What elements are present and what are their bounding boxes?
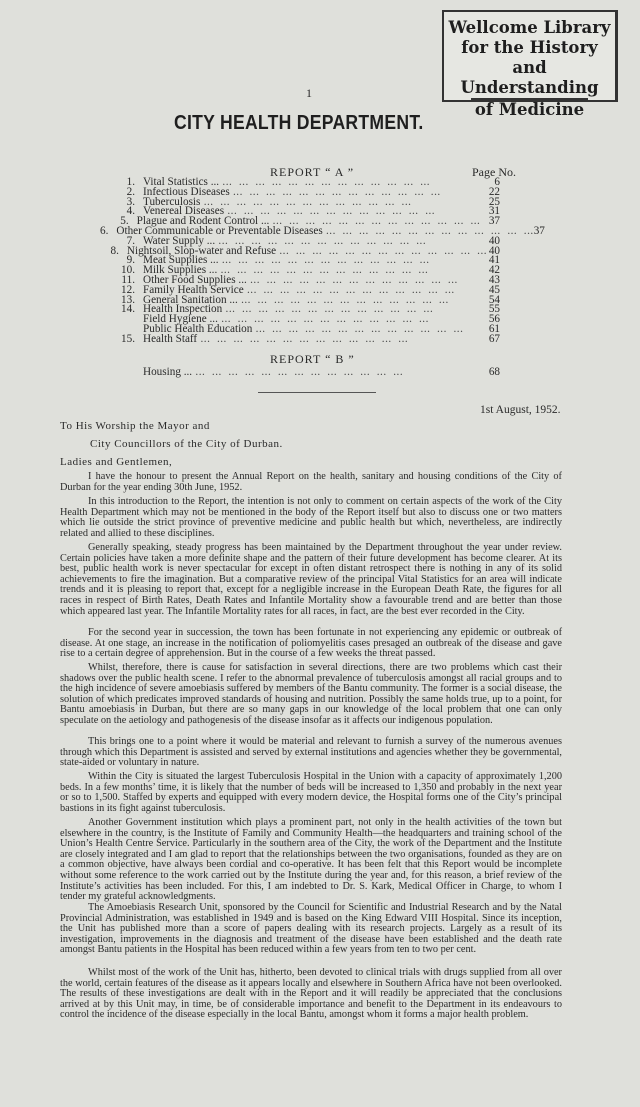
toc-page: 37	[488, 215, 500, 228]
toc-page: 56	[488, 313, 500, 326]
toc-page: 67	[488, 332, 500, 345]
stamp-line: of Medicine	[471, 98, 588, 120]
paragraph: In this introduction to the Report, the intention is not only to comment on certain aspects of the work of the City Health Department which may not be mentioned in the body of the Report itself but also to discuss one or two matters which lie outside the strict province of preventive medicine and public health but which, nevertheless, are indirectly related and allied to these disciplines.	[60, 496, 562, 539]
toc-number: 9.	[126, 254, 135, 267]
toc-title: Meat Supplies ...	[143, 254, 219, 267]
toc-number: 8.	[110, 244, 119, 257]
toc-title: Water Supply ...	[143, 234, 216, 247]
toc-page: 22	[488, 185, 500, 198]
page-title: CITY HEALTH DEPARTMENT.	[174, 112, 424, 134]
toc-page: 61	[488, 322, 500, 335]
toc-title: Vital Statistics ...	[143, 176, 220, 188]
toc-row: 2. Infectious Diseases ... ... ... ... ... ... ... ... ... ... ... ... ... 22	[100, 188, 500, 198]
toc-page: 45	[488, 283, 500, 296]
toc-number: 7.	[126, 234, 135, 247]
toc-row: 14. Health Inspection ... ... ... ... ... ... ... ... ... ... ... ... ... 55	[100, 305, 500, 315]
stamp-line: and Understanding	[460, 58, 599, 97]
paragraph: This brings one to a point where it would be material and relevant to furnish a survey of the numerous avenues through which this Department is assisted and served by external institutions and agencies whether they be governmental, state-aided or voluntary in nature.	[60, 736, 562, 769]
housing-entry	[100, 368, 500, 378]
toc-title: Milk Supplies ...	[143, 264, 218, 277]
paragraph: Another Government institution which plays a prominent part, not only in the health activities of the town but elsewhere in the country, is the Institute of Family and Community Health—the headquarters and training school of the Union’s Health Centre Service. Particularly in the southern area of the City, the work of the Department and the Institute are closely integrated and I am glad to report that the relationships between the two organisations, founded as they are on a common objective, have always been cordial and co-operative. It has been felt that this Report would be incomplete without some reference to the work carried out by the Institute during the year and, for this reason, a brief review of the Institute’s activities has been included. For this, I am indebted to Dr. S. Kark, Medical Officer in Charge, to whom I tender my grateful acknowledgments.	[60, 817, 562, 903]
toc-number: 5.	[120, 215, 129, 228]
toc-row: 9. Meat Supplies ... ... ... ... ... ... ... ... ... ... ... ... ... ... 41	[100, 256, 500, 266]
divider	[258, 392, 376, 393]
toc-title: Nightsoil, Slop-water and Refuse	[126, 244, 277, 257]
toc-row: 3. Tuberculosis ... ... ... ... ... ... ... ... ... ... ... ... ... 25	[100, 198, 500, 208]
stamp-line: for the History	[461, 38, 598, 57]
toc-title: General Sanitation ...	[143, 293, 238, 306]
salutation-line: City Councillors of the City of Durban.	[90, 438, 283, 450]
report-b-heading: REPORT “ B ”	[270, 352, 355, 366]
toc-title: Tuberculosis	[143, 195, 201, 208]
toc-row: 5. Plague and Rodent Control ... ... ... ... ... ... ... ... ... ... ... ... ... ... 37	[100, 217, 500, 227]
toc-row: 8. Nightsoil, Slop-water and Refuse ... ... ... ... ... ... ... ... ... ... ... ... ... 40	[100, 247, 500, 257]
toc-page: 25	[488, 195, 500, 208]
toc-page: 40	[488, 234, 500, 247]
paragraph: I have the honour to present the Annual Report on the health, sanitary and housing conditions of the City of Durban for the year ending 30th June, 1952.	[60, 471, 562, 493]
letter-date: 1st August, 1952.	[480, 404, 561, 416]
paragraph: Generally speaking, steady progress has been maintained by the Department throughout the year under review. Certain policies have taken a more definite shape and the pattern of their future development has become clearer. At its best, public health work is never spectacular for except in often distant retrospect there is nothing in any of its solid achievements to fire the imagination. But a comparative review of the principal Vital Statistics for an area will indicate trends and it is pleasing to report that, except for a negligible increase in the European Death Rate, the figures for all races in respect of Birth Rates, Death Rates and Infantile Mortality show a favourable trend and are better than those which appeared last year. The Infantile Mortality rates for all races, in fact, are the best ever recorded in the City.	[60, 542, 562, 617]
toc-title: Family Health Service	[143, 283, 244, 296]
toc-number: 15.	[121, 332, 135, 345]
toc-number: 3.	[126, 195, 135, 208]
toc-title: Infectious Diseases	[143, 185, 230, 198]
toc-row: 12. Family Health Service ... ... ... ... ... ... ... ... ... ... ... ... ... 45	[100, 286, 500, 296]
toc-row: 1. Vital Statistics ... ... ... ... ... ... ... ... ... ... ... ... ... ... 6	[100, 178, 500, 188]
toc-row: 7. Water Supply ... ... ... ... ... ... ... ... ... ... ... ... ... ... 40	[100, 237, 500, 247]
toc-title: Field Hygiene ...	[143, 313, 218, 326]
paragraph: For the second year in succession, the town has been fortunate in not experiencing any epidemic or outbreak of disease. At one stage, an increase in the notification of poliomyelitis cases presaged an outbreak of the disease and gave rise to a certain degree of apprehension. But in the course of a few weeks the threat passed.	[60, 627, 562, 660]
toc-row: Field Hygiene ... ... ... ... ... ... ... ... ... ... ... ... ... ... 56	[143, 313, 500, 326]
toc-number: 10.	[121, 264, 135, 277]
library-stamp	[442, 10, 618, 119]
salutation-line: Ladies and Gentlemen,	[60, 456, 173, 468]
toc-title: Other Communicable or Preventable Diseases	[116, 224, 323, 237]
toc-row: Housing ... ... ... ... ... ... ... ... ... ... ... ... ... ... 68	[143, 366, 500, 378]
toc-row: 4. Venereal Diseases ... ... ... ... ... ... ... ... ... ... ... ... ... 31	[100, 207, 500, 217]
paragraph: Whilst, therefore, there is cause for satisfaction in several directions, there are two problems which cast their shadows over the public health scene. I refer to the abnormal prevalence of tuberculosis amongst all racial groups and to the high incidence of severe amoebiasis suffered by members of the Bantu community. The former is a social disease, the solution of which predicates improved standards of housing and nutrition. Possibly the same holds true, up to a point, for Bantu amoebiasis in Durban, but there are so many gaps in our knowledge of the local problem that one can only speculate on the aetiology and pathogenesis of the disease insofar as it affects our indigenous population.	[60, 662, 562, 726]
toc-page: 37	[533, 224, 545, 237]
toc-title: Health Staff	[143, 332, 198, 345]
toc-page: 68	[488, 366, 500, 378]
toc-row: 11. Other Food Supplies ... ... ... ... ... ... ... ... ... ... ... ... ... ... 43	[100, 276, 500, 286]
toc-page: 40	[488, 244, 500, 257]
page-no-header: Page No.	[472, 165, 516, 179]
table-of-contents	[100, 176, 545, 345]
paragraph: Within the City is situated the largest Tuberculosis Hospital in the Union with a capacity of approximately 1,200 beds. In a few months’ time, it is likely that the number of beds will be increased to 1,350 and probably in the next year or so to 1,500. Staffed by experts and equipped with every modern device, the Hospital forms one of the City’s principal bastions in its fight against tuberculosis.	[60, 771, 562, 814]
toc-number: 12.	[121, 283, 135, 296]
toc-number: 4.	[126, 205, 135, 218]
page-number: 1	[306, 86, 312, 100]
toc-title: Housing ...	[143, 366, 193, 378]
toc-number: 11.	[121, 273, 135, 286]
toc-page: 54	[488, 293, 500, 306]
toc-title: Other Food Supplies ...	[143, 273, 247, 286]
toc-page: 41	[488, 254, 500, 267]
toc-title: Venereal Diseases	[143, 205, 225, 218]
paragraph: The Amoebiasis Research Unit, sponsored by the Council for Scientific and Industrial Research and by the Natal Provincial Administration, was established in 1949 and is based on the King Edward VIII Hospital. Since its inception, the Unit has published more than a score of papers dealing with its research projects. Largely as a result of its investigation, improvements in the diagnosis and treatment of the disease have been established and the death rate amongst Bantu patients in the Hospital has been reduced within a few years from ten to two per cent.	[60, 902, 562, 956]
toc-row: 15. Health Staff ... ... ... ... ... ... ... ... ... ... ... ... ... 67	[100, 335, 500, 345]
toc-page: 42	[488, 264, 500, 277]
toc-title: Public Health Education	[143, 322, 253, 335]
toc-number: 6.	[100, 224, 109, 237]
toc-page: 43	[488, 273, 500, 286]
toc-number: 13.	[121, 293, 135, 306]
toc-number: 2.	[126, 185, 135, 198]
toc-row: 13. General Sanitation ... ... ... ... ... ... ... ... ... ... ... ... ... ... 54	[100, 296, 500, 306]
toc-row: 6. Other Communicable or Preventable Diseases ... ... ... ... ... ... ... ... ... ... ... ... ... 37	[100, 224, 545, 237]
toc-title: Health Inspection	[143, 303, 223, 316]
toc-page: 31	[488, 205, 500, 218]
toc-title: Plague and Rodent Control ...	[136, 215, 270, 228]
report-a-heading: REPORT “ A ”	[270, 165, 355, 179]
toc-number: 14.	[121, 303, 135, 316]
toc-page: 55	[488, 303, 500, 316]
toc-row: Public Health Education ... ... ... ... ... ... ... ... ... ... ... ... ... 61	[143, 322, 500, 335]
stamp-line: Wellcome Library	[448, 18, 611, 37]
paragraph: Whilst most of the work of the Unit has, hitherto, been devoted to clinical trials with drugs supplied from all over the world, certain features of the disease as it appears locally and elsewhere in Southern Africa have not been overlooked. The results of these investigations are dealt with in the Report and it will readily be appreciated that the conclusions arrived at by this Unit may, in time, be of considerable importance and benefit to the Department in its endeavours to control the incidence of the disease especially in the local Bantu, amongst whom it forms a major health problem.	[60, 967, 562, 1021]
toc-page: 6	[494, 176, 500, 188]
toc-row: 10. Milk Supplies ... ... ... ... ... ... ... ... ... ... ... ... ... ... 42	[100, 266, 500, 276]
toc-number: 1.	[126, 176, 135, 188]
salutation-line: To His Worship the Mayor and	[60, 420, 210, 432]
